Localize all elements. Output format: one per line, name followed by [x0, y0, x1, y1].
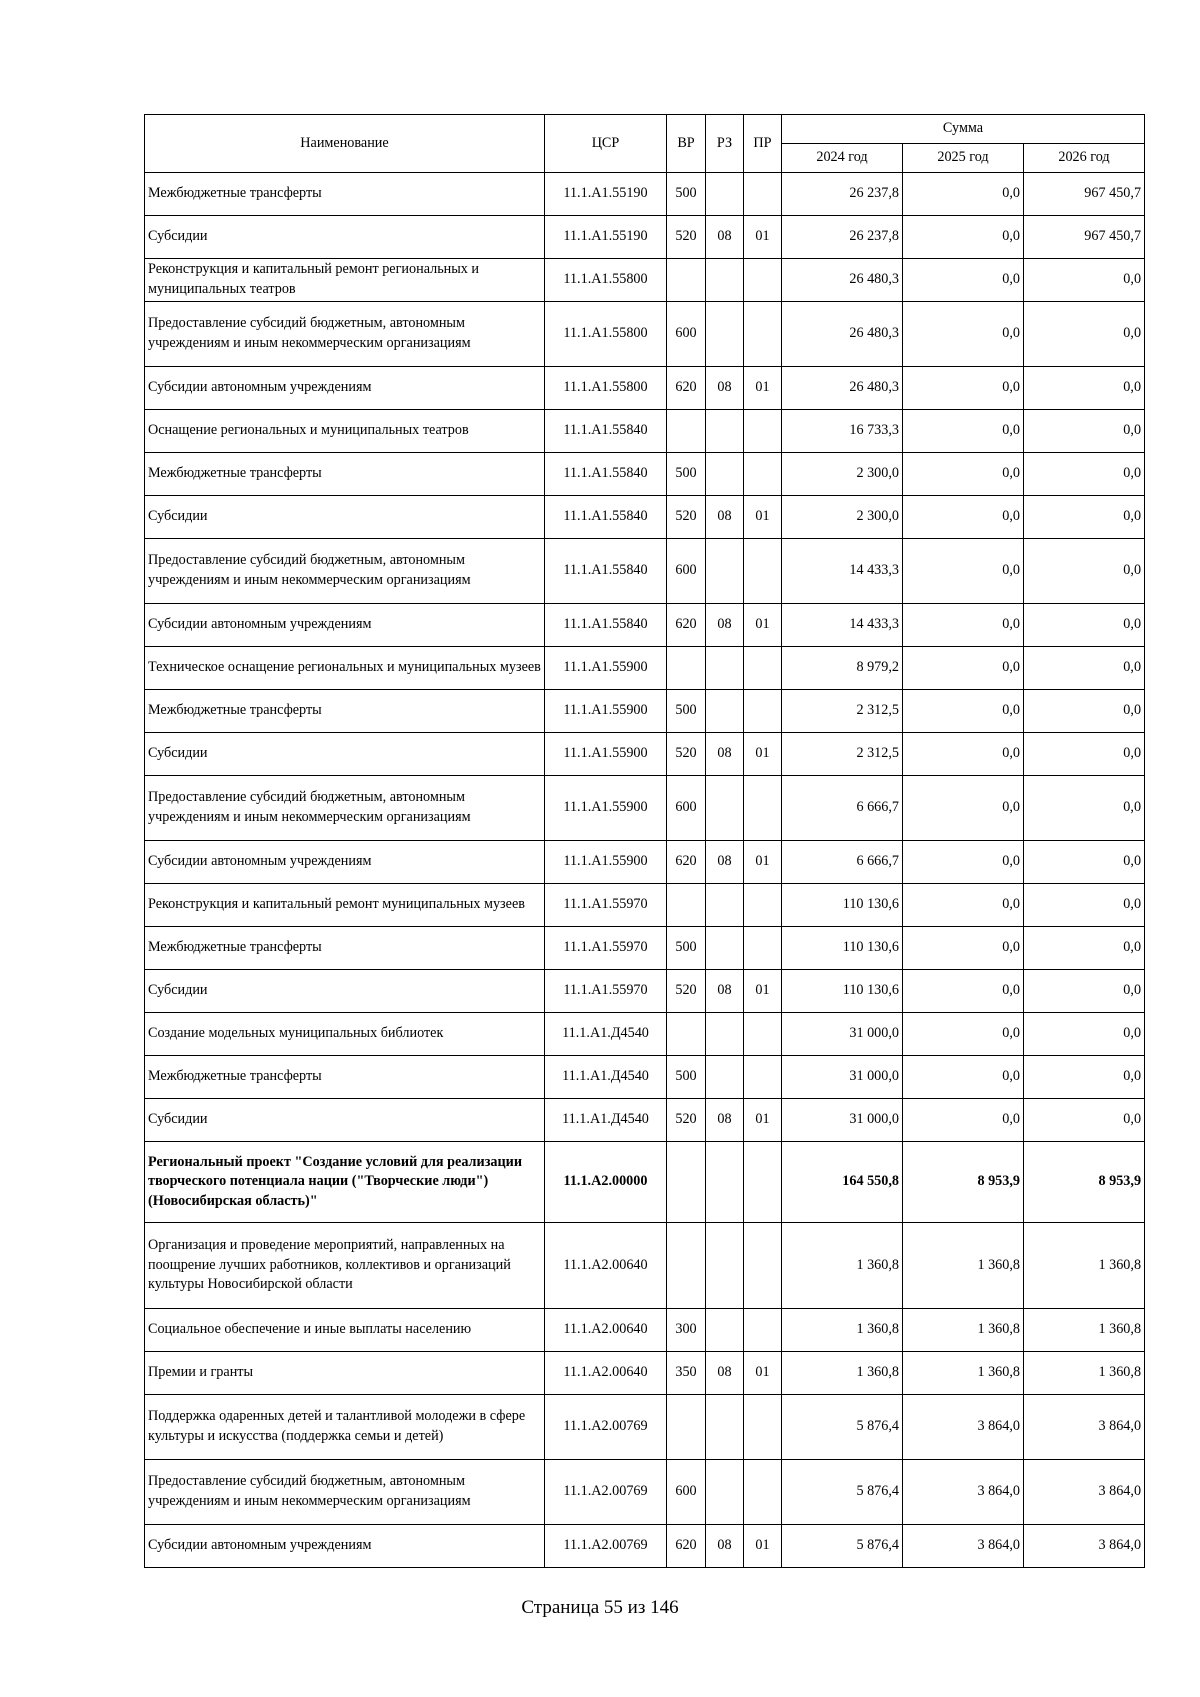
cell-2024: 26 480,3	[782, 302, 903, 367]
cell-vr: 520	[667, 1099, 706, 1142]
cell-2024: 110 130,6	[782, 884, 903, 927]
cell-name: Предоставление субсидий бюджетным, автономным учреждениям и иным некоммерческим организациям	[145, 302, 545, 367]
cell-vr	[667, 1223, 706, 1309]
cell-rz	[706, 539, 744, 604]
table-header	[145, 115, 1145, 173]
cell-name: Социальное обеспечение и иные выплаты населению	[145, 1309, 545, 1352]
cell-csr: 11.1.А1.55800	[545, 302, 667, 367]
cell-name: Оснащение региональных и муниципальных театров	[145, 410, 545, 453]
table-row	[145, 776, 1145, 841]
table-row	[145, 690, 1145, 733]
cell-rz: 08	[706, 216, 744, 259]
cell-rz: 08	[706, 733, 744, 776]
table-row	[145, 1460, 1145, 1525]
cell-2024: 16 733,3	[782, 410, 903, 453]
cell-pr: 01	[744, 841, 782, 884]
cell-csr: 11.1.А2.00769	[545, 1460, 667, 1525]
cell-name: Субсидии	[145, 733, 545, 776]
cell-vr: 500	[667, 1056, 706, 1099]
cell-csr: 11.1.А1.55800	[545, 259, 667, 302]
table-row	[145, 1395, 1145, 1460]
cell-csr: 11.1.А1.55800	[545, 367, 667, 410]
cell-pr: 01	[744, 970, 782, 1013]
table-row	[145, 453, 1145, 496]
cell-name: Реконструкция и капитальный ремонт муниципальных музеев	[145, 884, 545, 927]
cell-2026: 0,0	[1024, 776, 1145, 841]
cell-name: Субсидии автономным учреждениям	[145, 1525, 545, 1568]
cell-rz	[706, 1142, 744, 1223]
cell-2024: 2 300,0	[782, 496, 903, 539]
table-row	[145, 259, 1145, 302]
cell-rz: 08	[706, 1525, 744, 1568]
cell-csr: 11.1.А1.55190	[545, 216, 667, 259]
table-row	[145, 496, 1145, 539]
cell-name: Межбюджетные трансферты	[145, 927, 545, 970]
cell-2025: 0,0	[903, 1099, 1024, 1142]
cell-2026: 0,0	[1024, 302, 1145, 367]
cell-2024: 2 300,0	[782, 453, 903, 496]
cell-2024: 14 433,3	[782, 604, 903, 647]
cell-rz: 08	[706, 367, 744, 410]
cell-rz	[706, 259, 744, 302]
cell-2026: 0,0	[1024, 690, 1145, 733]
table-row	[145, 970, 1145, 1013]
cell-2025: 1 360,8	[903, 1309, 1024, 1352]
cell-name: Реконструкция и капитальный ремонт региональных и муниципальных театров	[145, 259, 545, 302]
cell-2024: 1 360,8	[782, 1352, 903, 1395]
cell-2026: 967 450,7	[1024, 173, 1145, 216]
cell-name: Субсидии автономным учреждениям	[145, 841, 545, 884]
cell-2024: 5 876,4	[782, 1395, 903, 1460]
cell-vr: 300	[667, 1309, 706, 1352]
cell-2025: 1 360,8	[903, 1352, 1024, 1395]
cell-name: Поддержка одаренных детей и талантливой молодежи в сфере культуры и искусства (поддержка семьи и детей)	[145, 1395, 545, 1460]
cell-rz	[706, 173, 744, 216]
header-year-2025: 2025 год	[903, 144, 1024, 173]
cell-rz	[706, 1013, 744, 1056]
cell-pr: 01	[744, 1352, 782, 1395]
table-body	[145, 173, 1145, 1568]
cell-pr	[744, 884, 782, 927]
cell-2026: 0,0	[1024, 453, 1145, 496]
cell-2025: 0,0	[903, 927, 1024, 970]
cell-vr: 620	[667, 841, 706, 884]
table-row	[145, 1352, 1145, 1395]
table-row	[145, 1013, 1145, 1056]
cell-name: Организация и проведение мероприятий, направленных на поощрение лучших работников, коллективов и организаций культуры Новосибирской области	[145, 1223, 545, 1309]
table-row	[145, 173, 1145, 216]
cell-2024: 110 130,6	[782, 970, 903, 1013]
cell-csr: 11.1.А1.55970	[545, 884, 667, 927]
cell-name: Межбюджетные трансферты	[145, 1056, 545, 1099]
table-row	[145, 1223, 1145, 1309]
cell-2026: 0,0	[1024, 1013, 1145, 1056]
cell-pr	[744, 410, 782, 453]
table-row	[145, 884, 1145, 927]
cell-2024: 6 666,7	[782, 841, 903, 884]
table-row	[145, 927, 1145, 970]
table-row	[145, 1056, 1145, 1099]
cell-2025: 0,0	[903, 733, 1024, 776]
table-row	[145, 1142, 1145, 1223]
cell-vr	[667, 1142, 706, 1223]
cell-name: Межбюджетные трансферты	[145, 690, 545, 733]
cell-vr: 600	[667, 302, 706, 367]
cell-rz	[706, 453, 744, 496]
cell-pr	[744, 690, 782, 733]
cell-2026: 1 360,8	[1024, 1352, 1145, 1395]
table-row	[145, 539, 1145, 604]
cell-2024: 26 237,8	[782, 216, 903, 259]
cell-pr: 01	[744, 1525, 782, 1568]
cell-vr: 500	[667, 927, 706, 970]
cell-name: Субсидии	[145, 496, 545, 539]
cell-csr: 11.1.А2.00000	[545, 1142, 667, 1223]
cell-csr: 11.1.А1.55190	[545, 173, 667, 216]
cell-2025: 0,0	[903, 970, 1024, 1013]
cell-2025: 0,0	[903, 690, 1024, 733]
cell-vr: 500	[667, 173, 706, 216]
cell-pr	[744, 1395, 782, 1460]
cell-2025: 0,0	[903, 539, 1024, 604]
cell-rz: 08	[706, 496, 744, 539]
cell-name: Субсидии	[145, 1099, 545, 1142]
cell-csr: 11.1.А1.Д4540	[545, 1099, 667, 1142]
cell-csr: 11.1.А1.55970	[545, 927, 667, 970]
table-row	[145, 647, 1145, 690]
cell-rz	[706, 302, 744, 367]
cell-2026: 0,0	[1024, 1099, 1145, 1142]
cell-2025: 0,0	[903, 604, 1024, 647]
cell-2026: 0,0	[1024, 1056, 1145, 1099]
cell-2024: 6 666,7	[782, 776, 903, 841]
cell-2024: 26 480,3	[782, 259, 903, 302]
cell-name: Предоставление субсидий бюджетным, автономным учреждениям и иным некоммерческим организациям	[145, 1460, 545, 1525]
header-sum: Сумма	[782, 115, 1145, 144]
cell-csr: 11.1.А1.55900	[545, 733, 667, 776]
cell-pr	[744, 539, 782, 604]
cell-2026: 3 864,0	[1024, 1525, 1145, 1568]
cell-2025: 0,0	[903, 302, 1024, 367]
header-vr: ВР	[667, 115, 706, 173]
cell-vr: 520	[667, 216, 706, 259]
cell-vr	[667, 1395, 706, 1460]
cell-rz	[706, 1460, 744, 1525]
cell-pr	[744, 453, 782, 496]
cell-vr: 620	[667, 604, 706, 647]
budget-table	[144, 114, 1145, 1568]
cell-rz: 08	[706, 604, 744, 647]
cell-rz	[706, 927, 744, 970]
cell-vr	[667, 884, 706, 927]
cell-name: Премии и гранты	[145, 1352, 545, 1395]
cell-name: Межбюджетные трансферты	[145, 453, 545, 496]
cell-2025: 0,0	[903, 884, 1024, 927]
cell-2024: 110 130,6	[782, 927, 903, 970]
table-row	[145, 1309, 1145, 1352]
cell-rz: 08	[706, 970, 744, 1013]
cell-2025: 0,0	[903, 647, 1024, 690]
cell-2025: 0,0	[903, 216, 1024, 259]
cell-csr: 11.1.А2.00640	[545, 1223, 667, 1309]
cell-2024: 8 979,2	[782, 647, 903, 690]
cell-2024: 26 480,3	[782, 367, 903, 410]
cell-csr: 11.1.А1.Д4540	[545, 1013, 667, 1056]
cell-2025: 0,0	[903, 496, 1024, 539]
cell-2026: 0,0	[1024, 841, 1145, 884]
header-name: Наименование	[145, 115, 545, 173]
cell-pr	[744, 1013, 782, 1056]
cell-vr	[667, 259, 706, 302]
cell-name: Субсидии	[145, 216, 545, 259]
cell-2026: 0,0	[1024, 970, 1145, 1013]
cell-name: Межбюджетные трансферты	[145, 173, 545, 216]
cell-name: Субсидии	[145, 970, 545, 1013]
cell-rz	[706, 1223, 744, 1309]
cell-vr: 520	[667, 970, 706, 1013]
cell-rz	[706, 410, 744, 453]
cell-2025: 1 360,8	[903, 1223, 1024, 1309]
cell-csr: 11.1.А1.55900	[545, 841, 667, 884]
cell-rz	[706, 1309, 744, 1352]
cell-2025: 0,0	[903, 173, 1024, 216]
cell-vr: 600	[667, 776, 706, 841]
cell-pr	[744, 173, 782, 216]
cell-2025: 0,0	[903, 410, 1024, 453]
cell-csr: 11.1.А2.00640	[545, 1309, 667, 1352]
cell-2025: 0,0	[903, 841, 1024, 884]
cell-pr	[744, 1056, 782, 1099]
cell-vr: 500	[667, 453, 706, 496]
cell-rz: 08	[706, 841, 744, 884]
cell-rz	[706, 1395, 744, 1460]
cell-name: Предоставление субсидий бюджетным, автономным учреждениям и иным некоммерческим организациям	[145, 539, 545, 604]
cell-2025: 3 864,0	[903, 1395, 1024, 1460]
header-pr: ПР	[744, 115, 782, 173]
cell-2026: 1 360,8	[1024, 1309, 1145, 1352]
cell-pr	[744, 1309, 782, 1352]
cell-2026: 0,0	[1024, 410, 1145, 453]
cell-name: Техническое оснащение региональных и муниципальных музеев	[145, 647, 545, 690]
cell-pr	[744, 259, 782, 302]
cell-2024: 31 000,0	[782, 1056, 903, 1099]
page-number: Страница 55 из 146	[521, 1597, 679, 1618]
cell-csr: 11.1.А2.00769	[545, 1525, 667, 1568]
cell-2025: 0,0	[903, 367, 1024, 410]
cell-csr: 11.1.А1.55840	[545, 410, 667, 453]
cell-2024: 164 550,8	[782, 1142, 903, 1223]
header-year-2024: 2024 год	[782, 144, 903, 173]
cell-csr: 11.1.А2.00769	[545, 1395, 667, 1460]
header-rz: РЗ	[706, 115, 744, 173]
cell-pr	[744, 302, 782, 367]
cell-2025: 0,0	[903, 1013, 1024, 1056]
cell-2024: 14 433,3	[782, 539, 903, 604]
cell-rz	[706, 647, 744, 690]
table-row	[145, 1099, 1145, 1142]
cell-rz	[706, 1056, 744, 1099]
cell-name: Региональный проект "Создание условий для реализации творческого потенциала нации ("Творческие люди") (Новосибирская область)"	[145, 1142, 545, 1223]
cell-2025: 0,0	[903, 1056, 1024, 1099]
cell-csr: 11.1.А1.55900	[545, 776, 667, 841]
cell-vr	[667, 1013, 706, 1056]
cell-2026: 1 360,8	[1024, 1223, 1145, 1309]
cell-pr: 01	[744, 733, 782, 776]
cell-rz: 08	[706, 1352, 744, 1395]
cell-2024: 2 312,5	[782, 690, 903, 733]
cell-pr: 01	[744, 604, 782, 647]
cell-csr: 11.1.А1.Д4540	[545, 1056, 667, 1099]
table-row	[145, 604, 1145, 647]
table-row	[145, 410, 1145, 453]
cell-csr: 11.1.А1.55840	[545, 496, 667, 539]
cell-name: Создание модельных муниципальных библиотек	[145, 1013, 545, 1056]
cell-csr: 11.1.А1.55840	[545, 453, 667, 496]
cell-2026: 8 953,9	[1024, 1142, 1145, 1223]
cell-pr	[744, 647, 782, 690]
cell-pr	[744, 927, 782, 970]
cell-2024: 31 000,0	[782, 1099, 903, 1142]
cell-csr: 11.1.А1.55840	[545, 604, 667, 647]
cell-2025: 3 864,0	[903, 1460, 1024, 1525]
cell-2024: 31 000,0	[782, 1013, 903, 1056]
cell-2026: 0,0	[1024, 884, 1145, 927]
cell-vr: 620	[667, 1525, 706, 1568]
cell-name: Предоставление субсидий бюджетным, автономным учреждениям и иным некоммерческим организациям	[145, 776, 545, 841]
table-row	[145, 367, 1145, 410]
cell-name: Субсидии автономным учреждениям	[145, 604, 545, 647]
cell-vr	[667, 647, 706, 690]
cell-2026: 0,0	[1024, 367, 1145, 410]
header-csr: ЦСР	[545, 115, 667, 173]
cell-vr: 600	[667, 1460, 706, 1525]
cell-rz	[706, 884, 744, 927]
cell-2025: 3 864,0	[903, 1525, 1024, 1568]
table-row	[145, 302, 1145, 367]
cell-2026: 0,0	[1024, 647, 1145, 690]
cell-2026: 0,0	[1024, 733, 1145, 776]
cell-pr	[744, 1460, 782, 1525]
cell-vr: 520	[667, 733, 706, 776]
cell-2024: 2 312,5	[782, 733, 903, 776]
cell-pr: 01	[744, 496, 782, 539]
cell-2024: 5 876,4	[782, 1460, 903, 1525]
cell-2026: 3 864,0	[1024, 1460, 1145, 1525]
cell-pr	[744, 1142, 782, 1223]
cell-csr: 11.1.А1.55900	[545, 690, 667, 733]
cell-vr: 620	[667, 367, 706, 410]
cell-2024: 1 360,8	[782, 1223, 903, 1309]
cell-pr: 01	[744, 367, 782, 410]
cell-vr: 500	[667, 690, 706, 733]
cell-2026: 0,0	[1024, 539, 1145, 604]
table-row	[145, 841, 1145, 884]
cell-vr: 520	[667, 496, 706, 539]
cell-2025: 0,0	[903, 453, 1024, 496]
cell-2026: 0,0	[1024, 604, 1145, 647]
cell-vr: 600	[667, 539, 706, 604]
cell-name: Субсидии автономным учреждениям	[145, 367, 545, 410]
cell-2024: 26 237,8	[782, 173, 903, 216]
table-row	[145, 216, 1145, 259]
cell-2026: 967 450,7	[1024, 216, 1145, 259]
cell-csr: 11.1.А1.55970	[545, 970, 667, 1013]
cell-2026: 0,0	[1024, 496, 1145, 539]
table-row	[145, 1525, 1145, 1568]
cell-vr	[667, 410, 706, 453]
cell-csr: 11.1.А2.00640	[545, 1352, 667, 1395]
cell-2025: 0,0	[903, 776, 1024, 841]
cell-pr	[744, 1223, 782, 1309]
cell-2026: 0,0	[1024, 259, 1145, 302]
cell-2024: 1 360,8	[782, 1309, 903, 1352]
table-row	[145, 733, 1145, 776]
cell-vr: 350	[667, 1352, 706, 1395]
cell-2026: 0,0	[1024, 927, 1145, 970]
cell-2024: 5 876,4	[782, 1525, 903, 1568]
cell-rz: 08	[706, 1099, 744, 1142]
cell-2026: 3 864,0	[1024, 1395, 1145, 1460]
cell-pr: 01	[744, 216, 782, 259]
cell-csr: 11.1.А1.55900	[545, 647, 667, 690]
cell-2025: 8 953,9	[903, 1142, 1024, 1223]
cell-csr: 11.1.А1.55840	[545, 539, 667, 604]
cell-rz	[706, 776, 744, 841]
header-year-2026: 2026 год	[1024, 144, 1145, 173]
cell-2025: 0,0	[903, 259, 1024, 302]
cell-pr	[744, 776, 782, 841]
cell-pr: 01	[744, 1099, 782, 1142]
cell-rz	[706, 690, 744, 733]
